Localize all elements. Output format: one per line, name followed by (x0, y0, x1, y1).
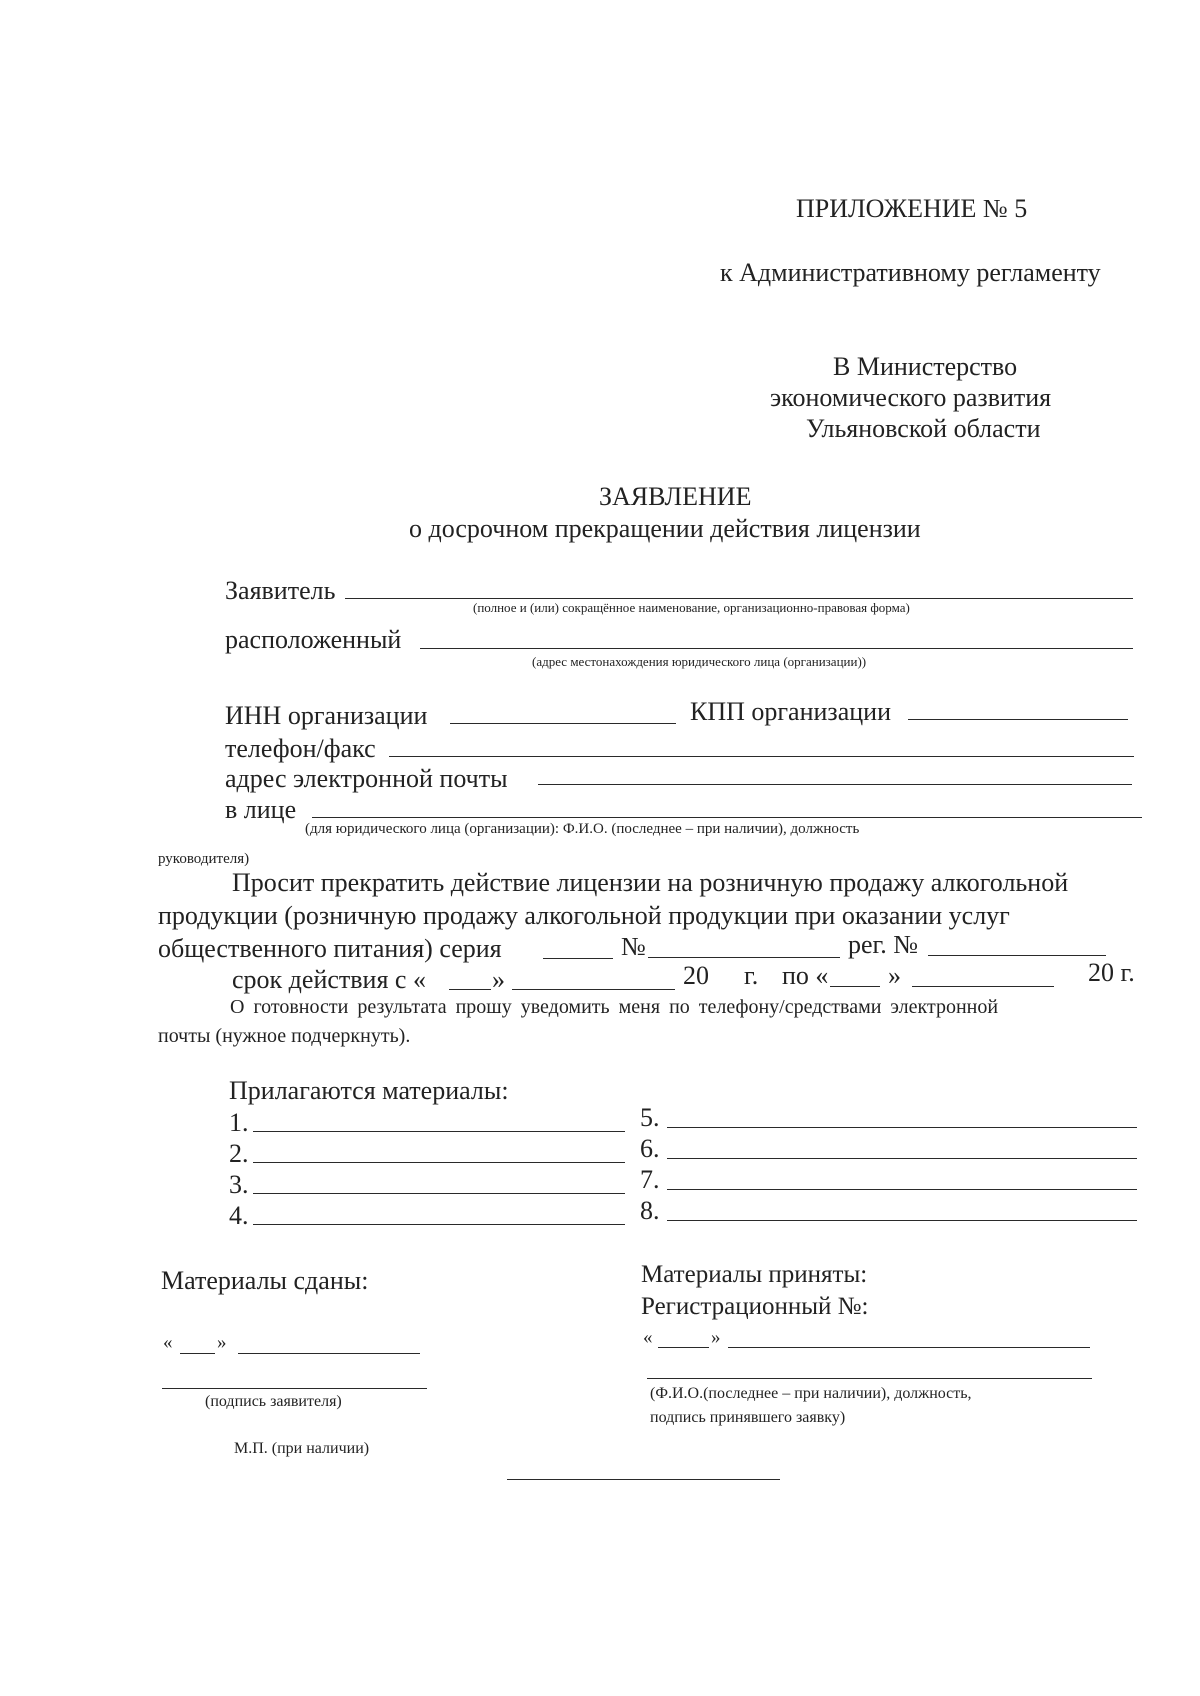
material-number-7: 7. (640, 1165, 660, 1194)
material-number-4: 4. (229, 1201, 249, 1230)
request-number-label: № (621, 932, 646, 961)
submitted-quote-close: » (217, 1332, 227, 1353)
person-hint: (для юридического лица (организации): Ф.И.О. (последнее – при наличии), должность (305, 821, 860, 837)
email-field[interactable] (538, 784, 1132, 785)
submitted-day-field[interactable] (180, 1353, 215, 1354)
material-number-8: 8. (640, 1196, 660, 1225)
person-hint-continued: руководителя) (158, 851, 250, 867)
accepted-day-field[interactable] (658, 1347, 709, 1348)
located-hint: (адрес местонахождения юридического лица (организации)) (532, 654, 867, 669)
term-from-year-suffix: г. (744, 961, 759, 990)
term-from-quote-close: » (492, 965, 505, 994)
accepted-hint: (Ф.И.О.(последнее – при наличии), должность, (650, 1385, 972, 1402)
request-reg-label: рег. № (848, 930, 919, 959)
material-number-2: 2. (229, 1139, 249, 1168)
accepted-heading: Материалы приняты: (641, 1261, 868, 1288)
document-subtitle: о досрочном прекращении действия лицензии (409, 514, 921, 543)
accepted-hint-continued: подпись принявшего заявку) (650, 1409, 846, 1426)
accepted-quote-open: « (643, 1327, 653, 1348)
stamp-note: М.П. (при наличии) (234, 1440, 370, 1457)
kpp-label: КПП организации (690, 697, 891, 726)
material-field-4[interactable] (253, 1224, 625, 1225)
accepted-date-field[interactable] (728, 1347, 1090, 1348)
applicant-hint: (полное и (или) сокращённое наименование, организационно-правовая форма) (473, 600, 910, 615)
term-from-year-prefix: 20 (683, 961, 709, 990)
registration-number-label: Регистрационный №: (641, 1293, 869, 1320)
term-to-day-field[interactable] (830, 986, 880, 987)
material-number-6: 6. (640, 1134, 660, 1163)
material-field-7[interactable] (667, 1189, 1137, 1190)
term-from-label: срок действия с « (232, 965, 426, 994)
term-from-month-field[interactable] (512, 989, 675, 990)
appendix-number: ПРИЛОЖЕНИЕ № 5 (796, 194, 1028, 223)
submitted-quote-open: « (163, 1332, 173, 1353)
document-title: ЗАЯВЛЕНИЕ (599, 482, 752, 511)
email-label: адрес электронной почты (225, 764, 508, 793)
license-number-field[interactable] (648, 957, 840, 958)
reg-number-field[interactable] (928, 955, 1106, 956)
regulation-reference: к Административному регламенту (720, 258, 1101, 287)
term-from-day-field[interactable] (449, 989, 491, 990)
material-number-5: 5. (640, 1103, 660, 1132)
request-series-label: общественного питания) серия (158, 934, 502, 963)
submitted-signature-field[interactable] (162, 1388, 427, 1389)
materials-heading: Прилагаются материалы: (229, 1076, 509, 1105)
inn-label: ИНН организации (225, 701, 428, 730)
applicant-field[interactable] (345, 598, 1133, 599)
material-number-3: 3. (229, 1170, 249, 1199)
notify-text: О готовности результата прошу уведомить меня по телефону/средствами электронной (230, 996, 999, 1018)
term-to-year: 20 г. (1088, 958, 1135, 987)
submitted-heading: Материалы сданы: (161, 1266, 369, 1295)
applicant-label: Заявитель (225, 576, 336, 605)
term-to-label: по « (782, 961, 829, 990)
located-label: расположенный (225, 625, 402, 654)
material-field-8[interactable] (667, 1220, 1137, 1221)
notify-text-continued: почты (нужное подчеркнуть). (158, 1025, 411, 1047)
closing-separator (507, 1479, 780, 1480)
addressee-line-2: экономического развития (770, 383, 1052, 412)
submitted-date-field[interactable] (238, 1353, 420, 1354)
material-field-1[interactable] (253, 1131, 625, 1132)
phone-field[interactable] (389, 756, 1134, 757)
addressee-line-1: В Министерство (833, 352, 1018, 381)
located-field[interactable] (420, 648, 1133, 649)
addressee-line-3: Ульяновской области (806, 414, 1041, 443)
term-to-quote-close: » (888, 961, 901, 990)
term-to-month-field[interactable] (912, 986, 1054, 987)
material-field-3[interactable] (253, 1193, 625, 1194)
material-field-5[interactable] (667, 1127, 1137, 1128)
material-field-2[interactable] (253, 1162, 625, 1163)
kpp-field[interactable] (908, 719, 1128, 720)
inn-field[interactable] (450, 723, 676, 724)
material-field-6[interactable] (667, 1158, 1137, 1159)
person-field[interactable] (312, 817, 1142, 818)
phone-label: телефон/факс (225, 734, 376, 763)
material-number-1: 1. (229, 1108, 249, 1137)
request-line-2: продукции (розничную продажу алкогольной продукции при оказании услуг (158, 901, 1010, 930)
person-label: в лице (225, 795, 297, 824)
request-line-1: Просит прекратить действие лицензии на розничную продажу алкогольной (232, 868, 1069, 897)
submitted-signature-hint: (подпись заявителя) (205, 1393, 342, 1410)
accepted-signature-field[interactable] (647, 1378, 1092, 1379)
accepted-quote-close: » (711, 1327, 721, 1348)
series-field[interactable] (543, 958, 613, 959)
